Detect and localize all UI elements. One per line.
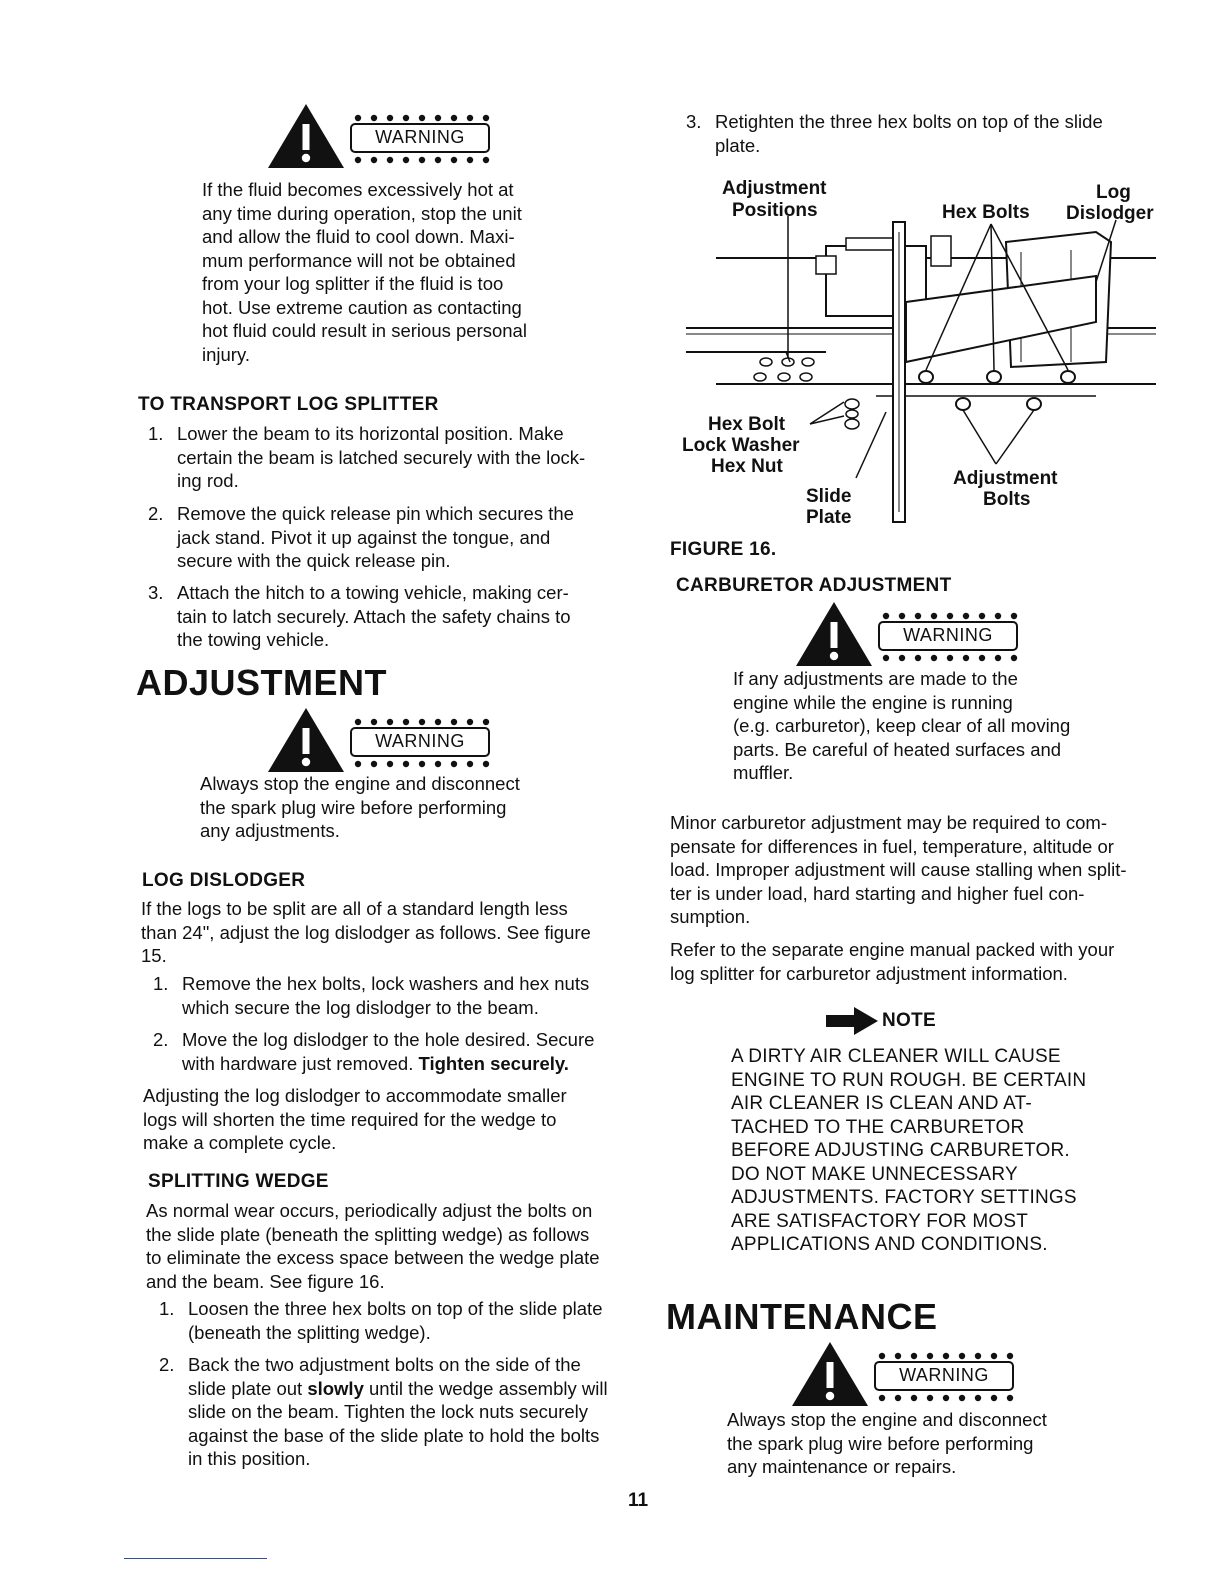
transport-heading: TO TRANSPORT LOG SPLITTER — [138, 394, 439, 415]
text-line: Remove the hex bolts, lock washers and hex nuts — [182, 973, 590, 994]
carburetor-paragraph-1 — [670, 811, 1170, 929]
text-line: parts. Be careful of heated surfaces and — [733, 738, 1062, 760]
text-line: Loosen the three hex bolts on top of the slide plate — [188, 1298, 603, 1319]
text-line: muffler. — [733, 762, 794, 783]
text-line: (e.g. carburetor), keep clear of all moving — [733, 715, 1071, 736]
list-number: 1. — [159, 1298, 175, 1319]
warning-triangle-icon — [266, 706, 346, 774]
text-line: Attach the hitch to a towing vehicle, making cer- — [177, 582, 569, 603]
text-line: certain the beam is latched securely with the lock- — [177, 446, 586, 468]
text-line: Remove the quick release pin which secures the — [177, 503, 574, 524]
text-line: which secure the log dislodger to the beam. — [182, 996, 539, 1018]
text-line — [188, 1377, 608, 1401]
warning-triangle-icon — [790, 1340, 870, 1408]
text-line: Retighten the three hex bolts on top of the slide — [715, 111, 1103, 132]
text-line: TACHED TO THE CARBURETOR — [731, 1116, 1025, 1138]
text-line: Minor carburetor adjustment may be required to com- — [670, 812, 1107, 833]
text-line: DO NOT MAKE UNNECESSARY — [731, 1163, 1018, 1185]
text-line: ter is under load, hard starting and higher fuel con- — [670, 882, 1085, 904]
text-line: injury. — [202, 343, 250, 365]
text-line: in this position. — [188, 1448, 311, 1469]
log-dislodger-intro — [141, 897, 641, 968]
figure-label: Adjustment — [953, 468, 1058, 489]
warning-label: WARNING — [350, 123, 490, 153]
text-line: AIR CLEANER IS CLEAN AND AT- — [731, 1093, 1032, 1114]
warning-dots-top — [876, 1352, 1018, 1360]
text-line: any maintenance or repairs. — [727, 1456, 957, 1477]
figure-label: Hex Bolts — [942, 202, 1030, 223]
text-line: and allow the fluid to cool down. Maxi- — [202, 226, 515, 247]
text-line: the spark plug wire before performing — [727, 1432, 1034, 1454]
text-line: the towing vehicle. — [177, 629, 330, 650]
warning-dots-top — [352, 718, 494, 726]
list-number: 2. — [159, 1354, 175, 1375]
emphasis-text: Tighten securely. — [418, 1052, 569, 1074]
text-line: Refer to the separate engine manual packed with your — [670, 939, 1115, 960]
note-label: NOTE — [882, 1010, 936, 1031]
maintenance-heading: MAINTENANCE — [666, 1296, 938, 1337]
carburetor-paragraph-2 — [670, 938, 1170, 985]
text-line: APPLICATIONS AND CONDITIONS. — [731, 1234, 1048, 1255]
figure-caption: FIGURE 16. — [670, 539, 777, 560]
figure-label: Hex Nut — [711, 456, 783, 477]
figure-16 — [676, 172, 1166, 532]
figure-label: Slide — [806, 486, 852, 507]
text-span: slide plate out — [188, 1377, 308, 1399]
figure-label: Dislodger — [1066, 203, 1154, 224]
text-line: 15. — [141, 945, 167, 966]
log-dislodger-after — [143, 1084, 643, 1155]
carburetor-heading: CARBURETOR ADJUSTMENT — [676, 575, 952, 596]
text-line: log splitter for carburetor adjustment information. — [670, 962, 1068, 984]
warning-maintenance-text — [727, 1408, 1127, 1479]
list-number: 1. — [153, 973, 169, 994]
splitting-wedge-heading: SPLITTING WEDGE — [148, 1171, 329, 1192]
text-line: If the logs to be split are all of a standard length less — [141, 898, 568, 919]
warning-label: WARNING — [874, 1361, 1014, 1391]
text-line: tain to latch securely. Attach the safety chains to — [177, 605, 571, 627]
warning-badge — [266, 706, 506, 774]
warning-dots-bottom — [880, 654, 1022, 662]
warning-triangle-icon — [794, 600, 874, 668]
note-badge — [826, 1006, 956, 1036]
page-number: 11 — [628, 1490, 649, 1511]
text-line: ing rod. — [177, 470, 239, 491]
text-line: make a complete cycle. — [143, 1132, 337, 1153]
text-line: If any adjustments are made to the — [733, 668, 1018, 689]
emphasis-text: slowly — [307, 1377, 364, 1399]
slide-plate-illustration — [676, 172, 1166, 532]
text-line — [182, 1052, 594, 1076]
warning-dots-bottom — [352, 760, 494, 768]
text-line: hot. Use extreme caution as contacting — [202, 296, 522, 318]
text-line: than 24", adjust the log dislodger as follows. See figure — [141, 921, 591, 943]
warning-dots-top — [880, 612, 1022, 620]
text-line: Adjusting the log dislodger to accommodate smaller — [143, 1085, 567, 1106]
list-number: 2. — [148, 503, 164, 524]
figure-label: Bolts — [983, 489, 1031, 510]
text-line: secure with the quick release pin. — [177, 550, 451, 571]
warning-dots-bottom — [352, 156, 494, 164]
figure-label: Adjustment — [722, 178, 827, 199]
text-line: to eliminate the excess space between the wedge plate — [146, 1247, 600, 1268]
note-text — [731, 1045, 1111, 1257]
text-line: the spark plug wire before performing — [200, 796, 507, 818]
text-span: until the wedge assembly will — [363, 1377, 608, 1399]
text-line: A DIRTY AIR CLEANER WILL CAUSE — [731, 1046, 1061, 1067]
text-line: any adjustments. — [200, 820, 340, 841]
list-number: 2. — [153, 1029, 169, 1050]
text-line: plate. — [715, 134, 761, 156]
text-line: Always stop the engine and disconnect — [727, 1409, 1047, 1430]
text-line: engine while the engine is running — [733, 691, 1013, 713]
text-line: hot fluid could result in serious personal — [202, 320, 527, 341]
figure-label: Lock Washer — [682, 435, 800, 456]
text-line: Lower the beam to its horizontal position. Make — [177, 423, 564, 444]
text-line: As normal wear occurs, periodically adjust the bolts on — [146, 1200, 593, 1221]
text-line: against the base of the slide plate to hold the bolts — [188, 1424, 600, 1446]
text-line: ADJUSTMENTS. FACTORY SETTINGS — [731, 1187, 1077, 1208]
log-dislodger-heading: LOG DISLODGER — [142, 870, 306, 891]
text-line: logs will shorten the time required for the wedge to — [143, 1108, 557, 1130]
warning-label: WARNING — [878, 621, 1018, 651]
text-line: Back the two adjustment bolts on the side of the — [188, 1354, 581, 1375]
arrow-right-icon — [826, 1006, 880, 1036]
list-number: 1. — [148, 423, 164, 444]
text-line: load. Improper adjustment will cause stalling when split- — [670, 859, 1127, 880]
text-line: sumption. — [670, 906, 751, 927]
adjustment-heading: ADJUSTMENT — [136, 662, 388, 703]
text-line: any time during operation, stop the unit — [202, 202, 522, 224]
text-line: slide on the beam. Tighten the lock nuts securely — [188, 1401, 589, 1422]
warning-carburetor-text — [733, 667, 1113, 785]
list-number: 3. — [686, 111, 702, 132]
text-line: Move the log dislodger to the hole desired. Secure — [182, 1029, 595, 1050]
warning-dots-top — [352, 114, 494, 122]
text-line: If the fluid becomes excessively hot at — [202, 179, 514, 200]
figure-label: Plate — [806, 507, 852, 528]
warning-label: WARNING — [350, 727, 490, 757]
text-line: and the beam. See figure 16. — [146, 1270, 385, 1292]
text-line: ENGINE TO RUN ROUGH. BE CERTAIN — [731, 1069, 1087, 1091]
text-line: (beneath the splitting wedge). — [188, 1321, 431, 1343]
figure-label: Positions — [732, 200, 818, 221]
text-line: Always stop the engine and disconnect — [200, 773, 520, 794]
text-span: with hardware just removed. — [182, 1052, 419, 1074]
text-line: the slide plate (beneath the splitting wedge) as follows — [146, 1223, 590, 1245]
text-line: from your log splitter if the fluid is too — [202, 273, 504, 294]
text-line: jack stand. Pivot it up against the tongue, and — [177, 526, 551, 548]
scan-edge-line — [124, 1558, 267, 1559]
warning-badge — [794, 600, 1034, 668]
list-number: 3. — [148, 582, 164, 603]
warning-badge — [266, 102, 506, 170]
text-line: mum performance will not be obtained — [202, 249, 516, 271]
text-line: pensate for differences in fuel, temperature, altitude or — [670, 835, 1114, 857]
text-line: ARE SATISFACTORY FOR MOST — [731, 1210, 1029, 1232]
text-line: BEFORE ADJUSTING CARBURETOR. — [731, 1140, 1070, 1161]
splitting-wedge-intro — [146, 1199, 646, 1293]
figure-label: Log — [1096, 182, 1131, 203]
figure-label: Hex Bolt — [708, 414, 786, 435]
warning-adjustment-text — [200, 772, 600, 843]
warning-badge — [790, 1340, 1030, 1408]
warning-fluid-text — [202, 178, 602, 366]
warning-dots-bottom — [876, 1394, 1018, 1402]
warning-triangle-icon — [266, 102, 346, 170]
